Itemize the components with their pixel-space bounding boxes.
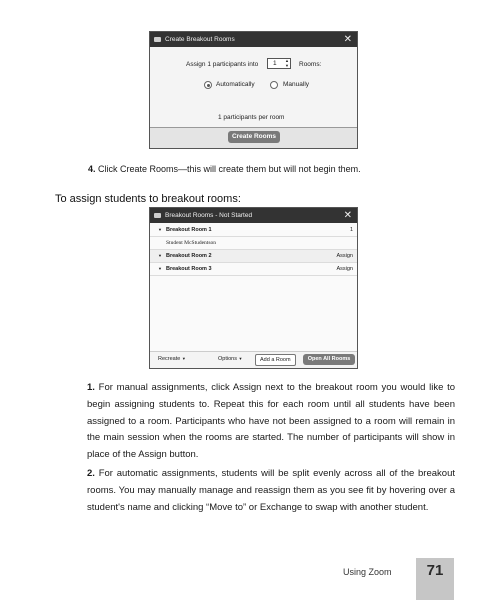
dialog-footer (150, 351, 357, 368)
manually-label: Manually (283, 81, 310, 88)
options-dropdown[interactable] (218, 356, 242, 362)
create-rooms-button[interactable]: Create Rooms (228, 131, 280, 143)
footer-section-title: Using Zoom (343, 567, 392, 577)
paragraph-1-number: 1. (87, 382, 95, 393)
dialog-footer (150, 127, 357, 148)
room-name: Breakout Room 2 (166, 253, 212, 259)
breakout-rooms-dialog (149, 207, 358, 369)
dialog-title: Create Breakout Rooms (165, 36, 235, 43)
stepper-arrows-icon[interactable]: ▲ ▼ (285, 58, 289, 68)
step-4-line (88, 164, 361, 174)
close-icon[interactable]: ✕ (343, 210, 352, 221)
paragraph-2-text: For automatic assignments, students will be split evenly across all of the breakout rooms. You may manually manage and reassign them as you see fit by hovering over a student's name and clicking “Move to” or Exchange to swap with another student. (87, 468, 455, 513)
expand-triangle-icon[interactable]: ▼ (158, 266, 162, 271)
open-all-rooms-button[interactable]: Open All Rooms (303, 354, 355, 365)
radio-manually[interactable] (270, 81, 278, 89)
room-row-3[interactable] (150, 263, 357, 276)
expand-triangle-icon[interactable]: ▼ (158, 253, 162, 258)
paragraph-2-number: 2. (87, 468, 95, 479)
room-name: Breakout Room 1 (166, 227, 212, 233)
step-4-text: Click Create Rooms—this will create them but will not begin them. (98, 164, 361, 174)
app-icon (154, 37, 161, 42)
participants-per-room-text: 1 participants per room (218, 114, 285, 121)
recreate-dropdown[interactable] (158, 356, 186, 362)
expand-triangle-icon[interactable]: ▼ (158, 227, 162, 232)
rooms-label: Rooms: (299, 61, 322, 68)
add-room-button[interactable]: Add a Room (255, 354, 296, 366)
automatically-label: Automatically (216, 81, 255, 88)
room-row-1[interactable] (150, 224, 357, 237)
page-number: 71 (416, 558, 454, 600)
stepper-value: 1 (273, 60, 277, 67)
create-breakout-rooms-dialog (149, 31, 358, 149)
chevron-down-icon: ▼ (238, 356, 243, 361)
room-name: Breakout Room 3 (166, 266, 212, 272)
step-4-number: 4. (88, 164, 96, 174)
dialog-title: Breakout Rooms - Not Started (165, 212, 253, 219)
room-row-2[interactable] (150, 250, 357, 263)
radio-automatically[interactable] (204, 81, 212, 89)
options-label: Options (218, 356, 237, 362)
section-heading: To assign students to breakout rooms: (55, 193, 241, 205)
student-name: Student McStudentson (166, 240, 216, 246)
student-row[interactable] (150, 237, 357, 250)
assign-prefix-label: Assign 1 participants into (186, 61, 259, 68)
paragraph-2 (87, 466, 455, 516)
assign-button[interactable]: Assign (336, 266, 353, 272)
assign-button[interactable]: Assign (336, 253, 353, 259)
paragraph-1 (87, 380, 455, 464)
dialog-title-bar (150, 32, 357, 47)
dialog-title-bar (150, 208, 357, 223)
paragraph-1-text: For manual assignments, click Assign next to the breakout room you would like to begin assigning students to. Repeat this for each room until all students have been assigned to a room. Participants who have not been assigned to a room will remain in the main session when the rooms are started. The number of participants will show in place of the Assign button. (87, 382, 455, 461)
chevron-down-icon: ▼ (181, 356, 186, 361)
close-icon[interactable]: ✕ (343, 34, 352, 45)
app-icon (154, 213, 161, 218)
recreate-label: Recreate (158, 356, 181, 362)
rooms-count-stepper[interactable] (267, 58, 291, 69)
room-count: 1 (349, 227, 353, 233)
